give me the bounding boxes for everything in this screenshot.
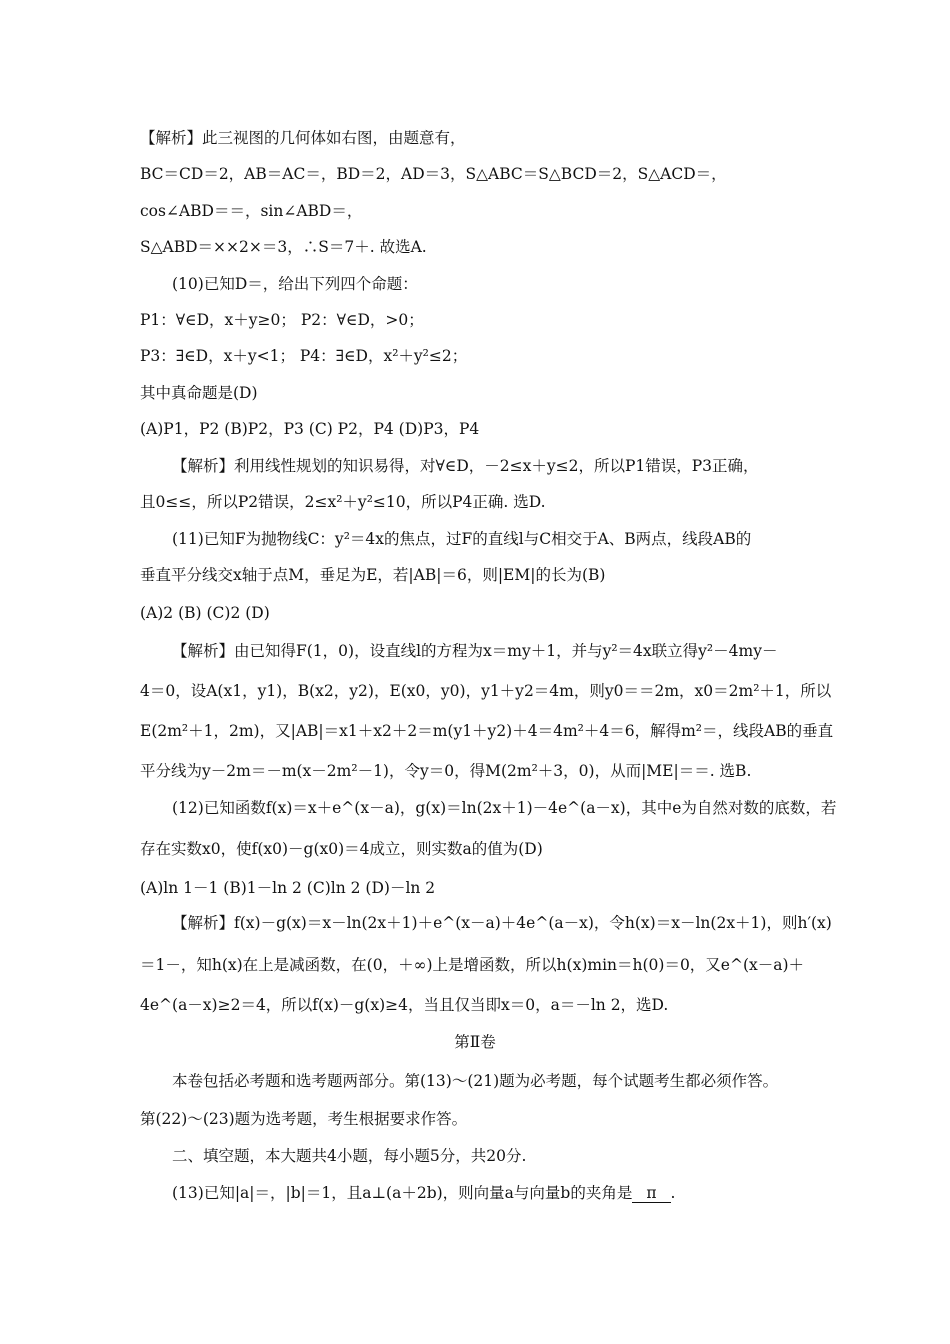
question-10-answer: 其中真命题是(D) xyxy=(140,384,258,402)
analysis-12-line-1: 【解析】f(x)－g(x)＝x－ln(2x＋1)＋e^(x－a)＋4e^(a－x)，令h(x)＝x－ln(2x＋1)，则h′(x) xyxy=(172,914,832,932)
question-10-stem: (10)已知D＝，给出下列四个命题： xyxy=(172,275,418,293)
question-12-line-2: 存在实数x0，使f(x0)－g(x0)＝4成立，则实数a的值为(D) xyxy=(140,840,543,858)
question-13-answer-blank: π xyxy=(632,1184,670,1203)
analysis-10-line-1: 【解析】利用线性规划的知识易得，对∀∈D，－2≤x＋y≤2，所以P1错误，P3正确， xyxy=(172,457,759,475)
question-11-options: (A)2 (B) (C)2 (D) xyxy=(140,604,270,622)
analysis-12-line-2: ＝1－，知h(x)在上是减函数，在(0，＋∞)上是增函数，所以h(x)min＝h(0)＝0，又e^(x－a)＋ xyxy=(140,956,805,974)
section-title-part-2: 第Ⅱ卷 xyxy=(454,1033,496,1051)
analysis-11-line-4: 平分线为y－2m＝－m(x－2m²－1)，令y＝0，得M(2m²＋3，0)，从而|ME|＝＝. 选B. xyxy=(140,762,752,780)
question-10-options: (A)P1，P2 (B)P2，P3 (C) P2，P4 (D)P3，P4 xyxy=(140,420,480,438)
fill-in-section-heading: 二、填空题，本大题共4小题，每小题5分，共20分. xyxy=(172,1147,527,1165)
question-11-line-1: (11)已知F为抛物线C：y²＝4x的焦点，过F的直线l与C相交于A、B两点，线段AB的 xyxy=(172,530,752,548)
question-13-stem: (13)已知|a|＝，|b|＝1，且a⊥(a＋2b)，则向量a与向量b的夹角是 xyxy=(172,1184,633,1202)
analysis-10-line-2: 且0≤≤，所以P2错误，2≤x²＋y²≤10，所以P4正确. 选D. xyxy=(140,493,546,511)
question-11-line-2: 垂直平分线交x轴于点M，垂足为E，若|AB|＝6，则|EM|的长为(B) xyxy=(140,566,606,584)
part-2-intro-line-1: 本卷包括必考题和选考题两部分。第(13)～(21)题为必考题，每个试题考生都必须作答。 xyxy=(172,1072,779,1090)
analysis-9-line-1: 【解析】此三视图的几何体如右图，由题意有， xyxy=(140,129,466,147)
question-12-line-1: (12)已知函数f(x)＝x＋e^(x－a)，g(x)＝ln(2x＋1)－4e^(a－x)，其中e为自然对数的底数，若 xyxy=(172,799,837,817)
analysis-11-line-2: 4＝0，设A(x1，y1)，B(x2，y2)，E(x0，y0)，y1＋y2＝4m，则y0＝＝2m，x0＝2m²＋1，所以 xyxy=(140,682,832,700)
analysis-11-line-1: 【解析】由已知得F(1，0)，设直线l的方程为x＝my＋1，并与y²＝4x联立得y²－4my－ xyxy=(172,642,778,660)
analysis-12-line-3: 4e^(a－x)≥2＝4，所以f(x)－g(x)≥4，当且仅当即x＝0，a＝－ln 2，选D. xyxy=(140,996,669,1014)
question-13-line xyxy=(172,1182,675,1204)
analysis-11-line-3: E(2m²＋1，2m)，又|AB|＝x1＋x2＋2＝m(y1＋y2)＋4＝4m²＋4＝6，解得m²＝，线段AB的垂直 xyxy=(140,722,834,740)
part-2-intro-line-2: 第(22)～(23)题为选考题，考生根据要求作答。 xyxy=(140,1110,468,1128)
analysis-9-line-3: cos∠ABD＝＝，sin∠ABD＝， xyxy=(140,202,363,220)
question-10-props-p3-p4: P3：∃∈D，x＋y<1； P4：∃∈D，x²＋y²≤2； xyxy=(140,347,468,365)
question-10-props-p1-p2: P1：∀∈D，x＋y≥0； P2：∀∈D，>0； xyxy=(140,311,424,329)
question-13-period: . xyxy=(670,1184,676,1202)
analysis-9-line-2: BC＝CD＝2，AB＝AC＝，BD＝2，AD＝3，S△ABC＝S△BCD＝2，S△ACD＝， xyxy=(140,165,727,183)
question-12-options: (A)ln 1－1 (B)1－ln 2 (C)ln 2 (D)－ln 2 xyxy=(140,879,436,897)
analysis-9-line-4: S△ABD＝××2×＝3，∴S＝7＋. 故选A. xyxy=(140,238,427,256)
